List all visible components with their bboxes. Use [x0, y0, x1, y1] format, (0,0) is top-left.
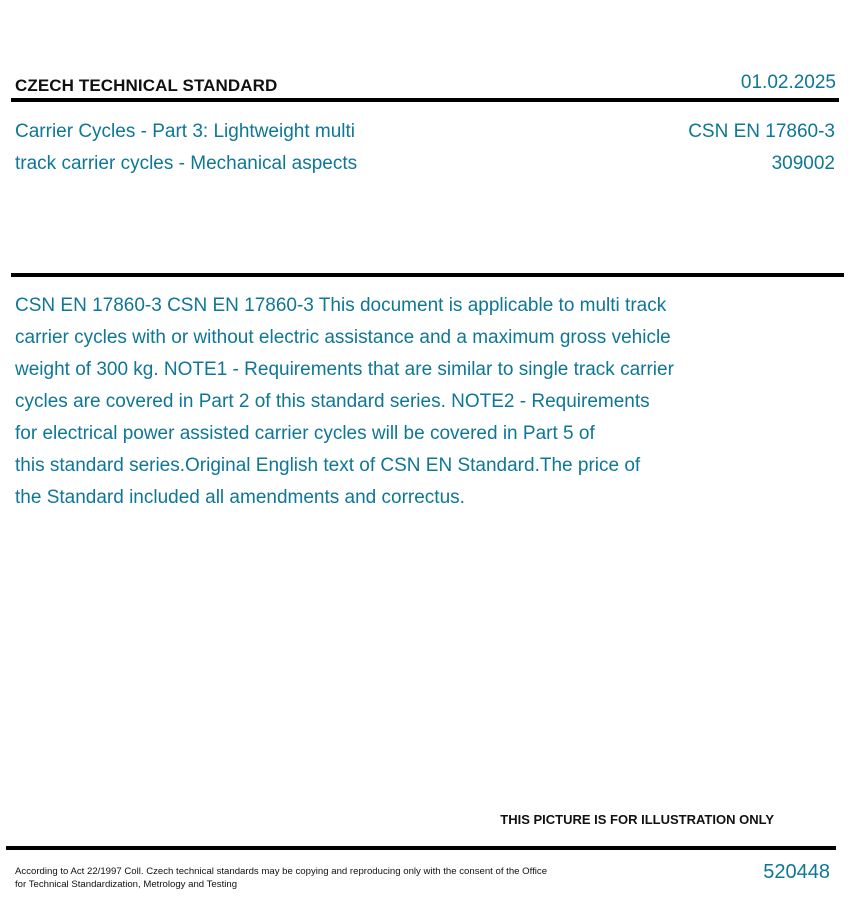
legal-notice	[15, 865, 595, 891]
standard-identifiers	[688, 116, 835, 180]
document-category: CZECH TECHNICAL STANDARD	[15, 76, 278, 95]
standard-title-line1: Carrier Cycles - Part 3: Lightweight multi	[15, 121, 355, 142]
standard-code: CSN EN 17860-3	[688, 121, 835, 142]
title-divider	[11, 273, 844, 277]
standard-title	[15, 116, 475, 180]
reference-number: 520448	[763, 861, 830, 883]
legal-notice-line2: for Technical Standardization, Metrology and Testing	[15, 879, 238, 890]
footer-divider	[6, 846, 836, 850]
standard-title-line2: track carrier cycles - Mechanical aspects	[15, 153, 358, 174]
legal-notice-line1: According to Act 22/1997 Coll. Czech technical standards may be copying and reproducing only with the consent of the Office	[15, 866, 548, 877]
abstract-text: CSN EN 17860-3 CSN EN 17860-3 This document is applicable to multi track carrier cycles with or without electric assistance and a maximum gross vehicle weight of 300 kg. NOTE1 - Requirements that are similar to single track carrier cycles are covered in Part 2 of this standard series. NOTE2 - Requirements for electrical power assisted carrier cycles will be covered in Part 5 of this standard series.Original English text of CSN EN Standard.The price of the Standard included all amendments and correctus.	[15, 295, 674, 508]
standard-class-number: 309002	[771, 153, 835, 174]
publication-date: 01.02.2025	[740, 72, 836, 93]
header-divider	[11, 98, 839, 102]
illustration-note: THIS PICTURE IS FOR ILLUSTRATION ONLY	[500, 812, 774, 827]
